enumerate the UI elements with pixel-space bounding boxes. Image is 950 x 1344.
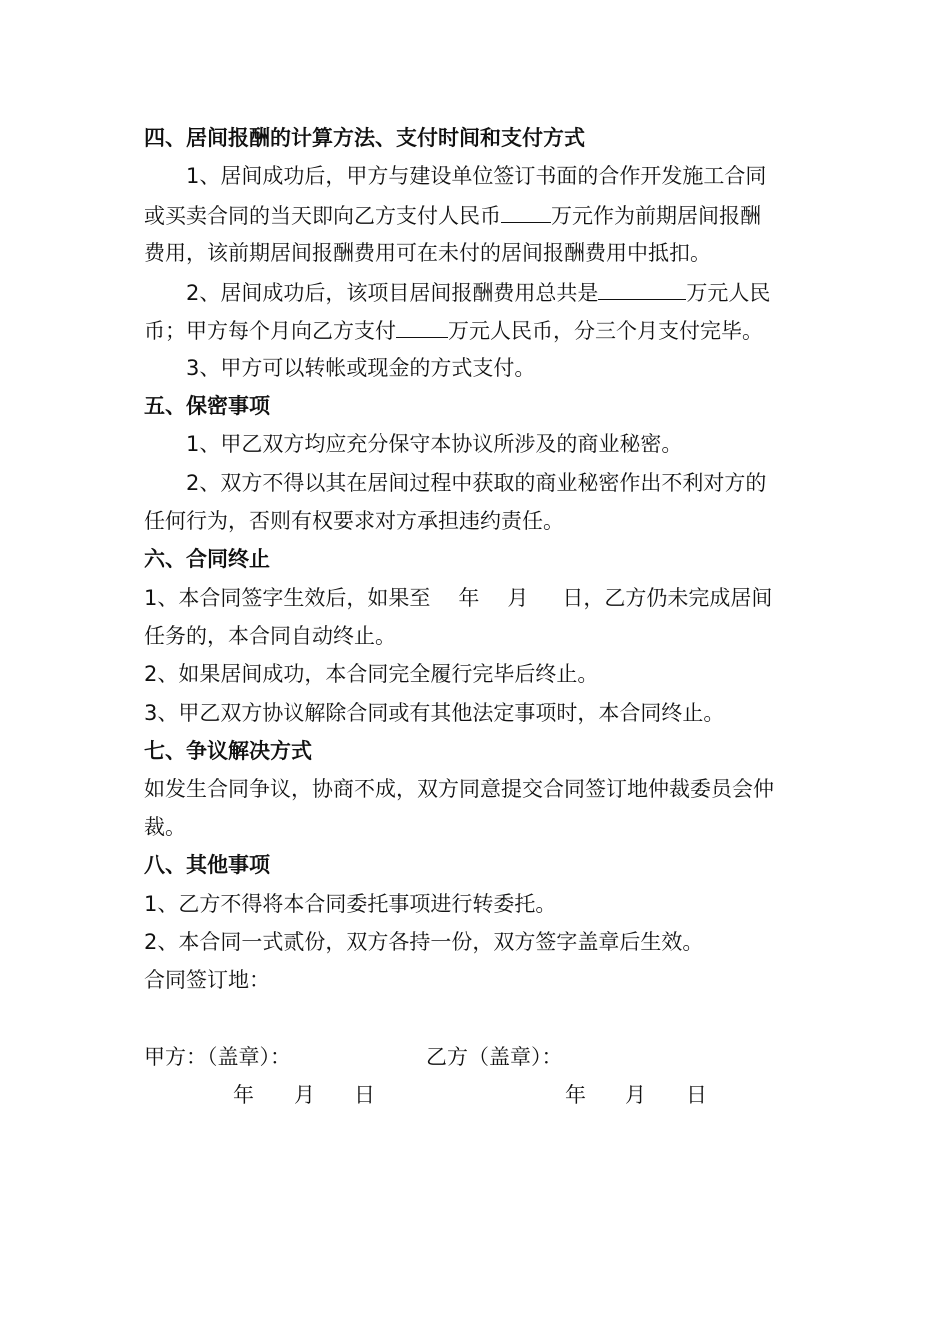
amount-blank-3 [396,315,448,338]
party-a-year: 年 [233,1083,254,1107]
party-b-month: 月 [625,1083,646,1107]
section-6-month: 月 [507,586,529,610]
party-b-year: 年 [565,1083,586,1107]
section-7-item-line-2: 裁。 [144,815,186,839]
section-4-item-2-text-a: 2、居间成功后，该项目居间报酬费用总共是 [186,281,599,305]
section-4-item-1-line-1: 1、居间成功后，甲方与建设单位签订书面的合作开发施工合同 [186,164,767,188]
section-8-heading: 八、其他事项 [144,853,270,877]
section-6-item-1-line-1 [144,583,814,613]
section-4-item-3: 3、甲方可以转帐或现金的方式支付。 [186,356,536,380]
section-4-item-2-text-d: 万元人民币，分三个月支付完毕。 [448,319,763,343]
section-4-item-2-line-1 [186,277,856,308]
section-6-day-text: 日，乙方仍未完成居间 [562,586,773,610]
section-6-heading: 六、合同终止 [144,547,270,571]
party-b-day: 日 [686,1083,707,1107]
amount-blank-1 [501,200,551,223]
section-5-item-1: 1、甲乙双方均应充分保守本协议所涉及的商业秘密。 [186,432,683,456]
amount-blank-2 [598,277,686,300]
section-4-item-1-line-2 [144,200,814,231]
section-4-heading: 四、居间报酬的计算方法、支付时间和支付方式 [144,126,585,150]
section-4-item-2-line-2 [144,315,814,346]
section-4-item-1-text-b: 万元作为前期居间报酬 [551,204,761,228]
party-b-seal-label: 乙方（盖章）： [426,1045,563,1069]
section-4-item-1-line-3: 费用，该前期居间报酬费用可在未付的居间报酬费用中抵扣。 [144,241,711,265]
section-6-year: 年 [458,586,480,610]
party-a-seal-label: 甲方：（盖章）： [144,1045,291,1069]
party-a-month: 月 [294,1083,315,1107]
section-6-item-3: 3、甲乙双方协议解除合同或有其他法定事项时，本合同终止。 [144,701,725,725]
party-a-day: 日 [354,1083,375,1107]
section-5-item-2-line-2: 任何行为，否则有权要求对方承担违约责任。 [144,509,564,533]
section-5-item-2-line-1: 2、双方不得以其在居间过程中获取的商业秘密作出不利对方的 [186,471,767,495]
signing-place-label: 合同签订地： [144,968,270,992]
section-6-item-1-text: 1、本合同签字生效后，如果至 [144,586,431,610]
section-6-item-2: 2、如果居间成功，本合同完全履行完毕后终止。 [144,662,599,686]
section-4-item-2-text-b: 万元人民 [686,281,771,305]
section-7-heading: 七、争议解决方式 [144,739,312,763]
section-7-item-line-1: 如发生合同争议，协商不成，双方同意提交合同签订地仲裁委员会仲 [144,777,774,801]
section-4-item-1-text-a: 或买卖合同的当天即向乙方支付人民币 [144,204,501,228]
section-4-item-2-text-c: 币；甲方每个月向乙方支付 [144,319,396,343]
section-8-item-1: 1、乙方不得将本合同委托事项进行转委托。 [144,892,557,916]
section-6-item-1-line-2: 任务的，本合同自动终止。 [144,624,396,648]
section-5-heading: 五、保密事项 [144,394,270,418]
section-8-item-2: 2、本合同一式贰份，双方各持一份，双方签字盖章后生效。 [144,930,704,954]
